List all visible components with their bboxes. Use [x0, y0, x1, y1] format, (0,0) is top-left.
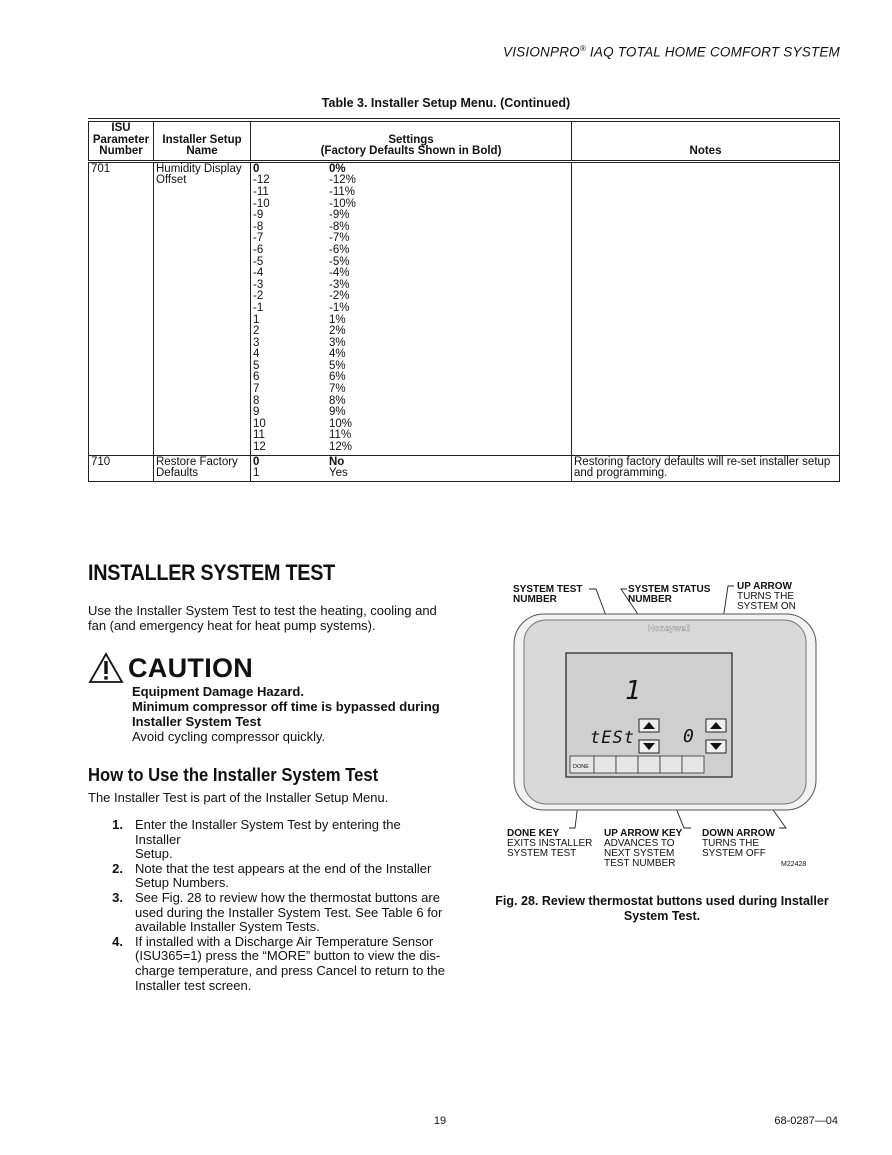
header-name-line1: Installer Setup [162, 133, 242, 146]
cell-line: -7 [253, 232, 264, 245]
test-up-arrow-button[interactable] [639, 719, 659, 732]
cell-line: -10 [253, 197, 270, 210]
figure-code: M22428 [781, 861, 807, 868]
header-isu-number [89, 120, 154, 161]
cell-line: 6% [329, 371, 346, 384]
section-intro [88, 603, 448, 633]
list-item [88, 818, 448, 862]
warning-triangle-icon [88, 652, 124, 684]
label-up-arrow-key: UP ARROW KEY [604, 828, 683, 839]
cell-line: 7 [253, 383, 260, 396]
cell-line: -5% [329, 255, 350, 268]
figure-caption [476, 894, 848, 924]
cell-line: -4 [253, 267, 264, 280]
cell-line: -10% [329, 197, 356, 210]
cell-line: 4% [329, 348, 346, 361]
header-isu-line2: Parameter [92, 133, 150, 146]
cell-line: -3% [329, 278, 350, 291]
row-710-settings [327, 455, 572, 481]
cell-line: -1 [253, 301, 264, 314]
table-row [89, 455, 840, 481]
cell-line: 7% [329, 383, 346, 396]
cell-line: 5 [253, 359, 260, 372]
step-text [123, 862, 431, 891]
cell-line: 5% [329, 359, 346, 372]
cell-line: -6 [253, 243, 264, 256]
step-number: 4. [112, 933, 123, 949]
caution-title: CAUTION [128, 652, 254, 683]
caution-header [88, 652, 458, 684]
caution-body [132, 684, 458, 744]
cell-line: -12 [253, 174, 270, 187]
label-system-status: SYSTEM STATUS [628, 584, 711, 595]
document-header [503, 44, 840, 60]
howto-intro: The Installer Test is part of the Installer Setup Menu. [88, 790, 389, 805]
cell-line: 12 [253, 441, 266, 454]
label-up-arrow-key-line3: NEXT SYSTEM [604, 848, 675, 859]
row-701-settings [327, 161, 572, 455]
table-row [89, 161, 840, 455]
soft-key-5[interactable] [660, 756, 682, 773]
soft-key-2[interactable] [594, 756, 616, 773]
label-done-key-line2: EXITS INSTALLER [507, 838, 593, 849]
step-number: 3. [112, 889, 123, 905]
cell-line: 10 [253, 417, 266, 430]
cell-line: 1 [253, 467, 260, 480]
soft-key-4[interactable] [638, 756, 660, 773]
list-item [88, 862, 448, 891]
label-down-arrow: DOWN ARROW [702, 828, 775, 839]
cell-line: -3 [253, 278, 264, 291]
step-number: 2. [112, 860, 123, 876]
row-710-number: 710 [89, 455, 154, 481]
row-710-name-line2: Defaults [156, 467, 199, 480]
label-done-key-line3: SYSTEM TEST [507, 848, 577, 859]
list-item [88, 935, 448, 993]
done-button[interactable] [570, 756, 594, 773]
cell-line: -5 [253, 255, 264, 268]
header-settings [251, 120, 572, 161]
cell-line: -11% [329, 185, 355, 198]
cell-line: -6% [329, 243, 350, 256]
installer-setup-table [88, 118, 840, 482]
label-up-arrow-key-line2: ADVANCES TO [604, 838, 675, 849]
step-3-line-3: available Installer System Tests. [135, 919, 320, 935]
table-header-row [89, 120, 840, 161]
row-701-name [154, 161, 251, 455]
soft-key-3[interactable] [616, 756, 638, 773]
header-isu-line1: ISU [111, 122, 131, 134]
status-down-arrow-button[interactable] [706, 740, 726, 753]
row-701-number: 701 [89, 161, 154, 455]
header-name-line2: Name [186, 145, 218, 158]
step-4-line-3: charge temperature, and press Cancel to return to the [135, 962, 446, 978]
step-1-line-2: Setup. [135, 846, 173, 862]
step-4-line-4: Installer test screen. [135, 977, 252, 993]
header-notes [572, 120, 840, 161]
section-title: INSTALLER SYSTEM TEST [88, 560, 335, 585]
cell-line: -4% [329, 267, 350, 280]
section-intro-line1: Use the Installer System Test to test the heating, cooling and [88, 603, 437, 618]
cell-line: -9% [329, 209, 350, 222]
row-701-notes [572, 161, 840, 455]
row-701-name-line1: Humidity Display [156, 162, 242, 175]
cell-line: 2% [329, 325, 346, 338]
row-710-name-line1: Restore Factory [156, 455, 238, 468]
step-text [123, 935, 445, 993]
status-up-arrow-button[interactable] [706, 719, 726, 732]
howto-title: How to Use the Installer System Test [88, 764, 379, 785]
cell-line: 1% [329, 313, 346, 326]
caution-line2: Minimum compressor off time is bypassed during [132, 699, 440, 714]
cell-line: -8 [253, 220, 264, 233]
cell-line: 1 [253, 313, 260, 326]
label-system-test-line2: NUMBER [513, 594, 557, 605]
cell-line: No [329, 455, 345, 468]
cell-line: -12% [329, 174, 356, 187]
step-2-line-1: Note that the test appears at the end of the Installer [135, 860, 432, 876]
figure-caption-line2: System Test. [623, 909, 701, 923]
label-system-test: SYSTEM TEST [513, 584, 583, 595]
steps-list [88, 818, 448, 993]
label-down-arrow-line3: SYSTEM OFF [702, 848, 766, 859]
done-button-label: DONE [573, 764, 589, 770]
cell-line: 3% [329, 336, 346, 349]
registered-mark: ® [579, 44, 586, 53]
step-3-line-1: See Fig. 28 to review how the thermostat buttons are [135, 889, 440, 905]
header-setup-name [154, 120, 251, 161]
cell-line: 9% [329, 406, 346, 419]
label-system-status-line2: NUMBER [628, 594, 672, 605]
cell-line: 6 [253, 371, 260, 384]
row-701-values [251, 161, 328, 455]
list-item [88, 891, 448, 935]
caution-box [88, 652, 458, 744]
cell-line: -2% [329, 290, 350, 303]
cell-line: 12% [329, 441, 353, 454]
section-intro-line2: fan (and emergency heat for heat pump systems). [88, 618, 376, 633]
brand-logo: Honeywell [648, 623, 691, 633]
page-number: 19 [433, 1115, 447, 1127]
header-isu-line3: Number [99, 145, 143, 158]
cell-line: Yes [329, 467, 348, 480]
cell-line: 11% [329, 429, 352, 442]
step-1-line-1: Enter the Installer System Test by entering the Installer [135, 817, 401, 847]
cell-line: 11 [253, 429, 265, 442]
header-settings-line1: Settings [388, 133, 434, 146]
cell-line: 0 [253, 455, 260, 468]
display-status-number: 0 [683, 726, 694, 747]
label-down-arrow-line2: TURNS THE [702, 838, 760, 849]
row-710-notes-line1: Restoring factory defaults will re-set installer setup [574, 455, 831, 468]
display-test-word: tESt [590, 728, 635, 748]
cell-line: 4 [253, 348, 260, 361]
caution-line4: Avoid cycling compressor quickly. [132, 729, 326, 744]
header-notes-label: Notes [689, 145, 722, 158]
display-test-number: 1 [625, 676, 641, 706]
table-caption: Table 3. Installer Setup Menu. (Continued) [321, 96, 571, 110]
test-down-arrow-button[interactable] [639, 740, 659, 753]
cell-line: 2 [253, 325, 260, 338]
cell-line: 9 [253, 406, 260, 419]
row-701-name-line2: Offset [156, 174, 187, 187]
row-710-notes-line2: and programming. [574, 467, 668, 480]
document-number: 68-0287—04 [774, 1115, 838, 1127]
cell-line: 0 [253, 162, 260, 175]
step-4-line-2: (ISU365=1) press the “MORE” button to view the dis- [135, 948, 441, 964]
cell-line: 10% [329, 417, 353, 430]
step-2-line-2: Setup Numbers. [135, 875, 229, 891]
cell-line: 8 [253, 394, 260, 407]
cell-line: -1% [329, 301, 350, 314]
row-710-values [251, 455, 328, 481]
caution-line1: Equipment Damage Hazard. [132, 684, 304, 699]
label-up-arrow-line2: TURNS THE [737, 591, 795, 602]
step-3-line-2: used during the Installer System Test. See Table 6 for [135, 904, 443, 920]
step-text [123, 891, 442, 935]
cell-line: -9 [253, 209, 264, 222]
figure-caption-line1: Fig. 28. Review thermostat buttons used during Installer [495, 894, 829, 908]
label-done-key: DONE KEY [507, 828, 560, 839]
cell-line: 8% [329, 394, 346, 407]
step-text [123, 818, 448, 862]
caution-line3: Installer System Test [132, 714, 262, 729]
header-settings-line2: (Factory Defaults Shown in Bold) [320, 145, 502, 158]
cell-line: -2 [253, 290, 264, 303]
label-up-arrow-line3: SYSTEM ON [737, 601, 796, 612]
row-710-name [154, 455, 251, 481]
cell-line: -7% [329, 232, 350, 245]
cell-line: -11 [253, 185, 269, 198]
header-subtitle: IAQ TOTAL HOME COMFORT SYSTEM [585, 44, 840, 60]
cell-line: 3 [253, 336, 260, 349]
label-up-arrow-key-line4: TEST NUMBER [604, 858, 676, 869]
step-4-line-1: If installed with a Discharge Air Temperature Sensor [135, 933, 434, 949]
cell-line: -8% [329, 220, 350, 233]
label-up-arrow: UP ARROW [737, 581, 792, 592]
header-product: VISIONPRO [503, 44, 580, 60]
thermostat-figure [490, 578, 840, 873]
row-710-notes [572, 455, 840, 481]
step-number: 1. [112, 817, 123, 832]
soft-key-6[interactable] [682, 756, 704, 773]
cell-line: 0% [329, 162, 346, 175]
